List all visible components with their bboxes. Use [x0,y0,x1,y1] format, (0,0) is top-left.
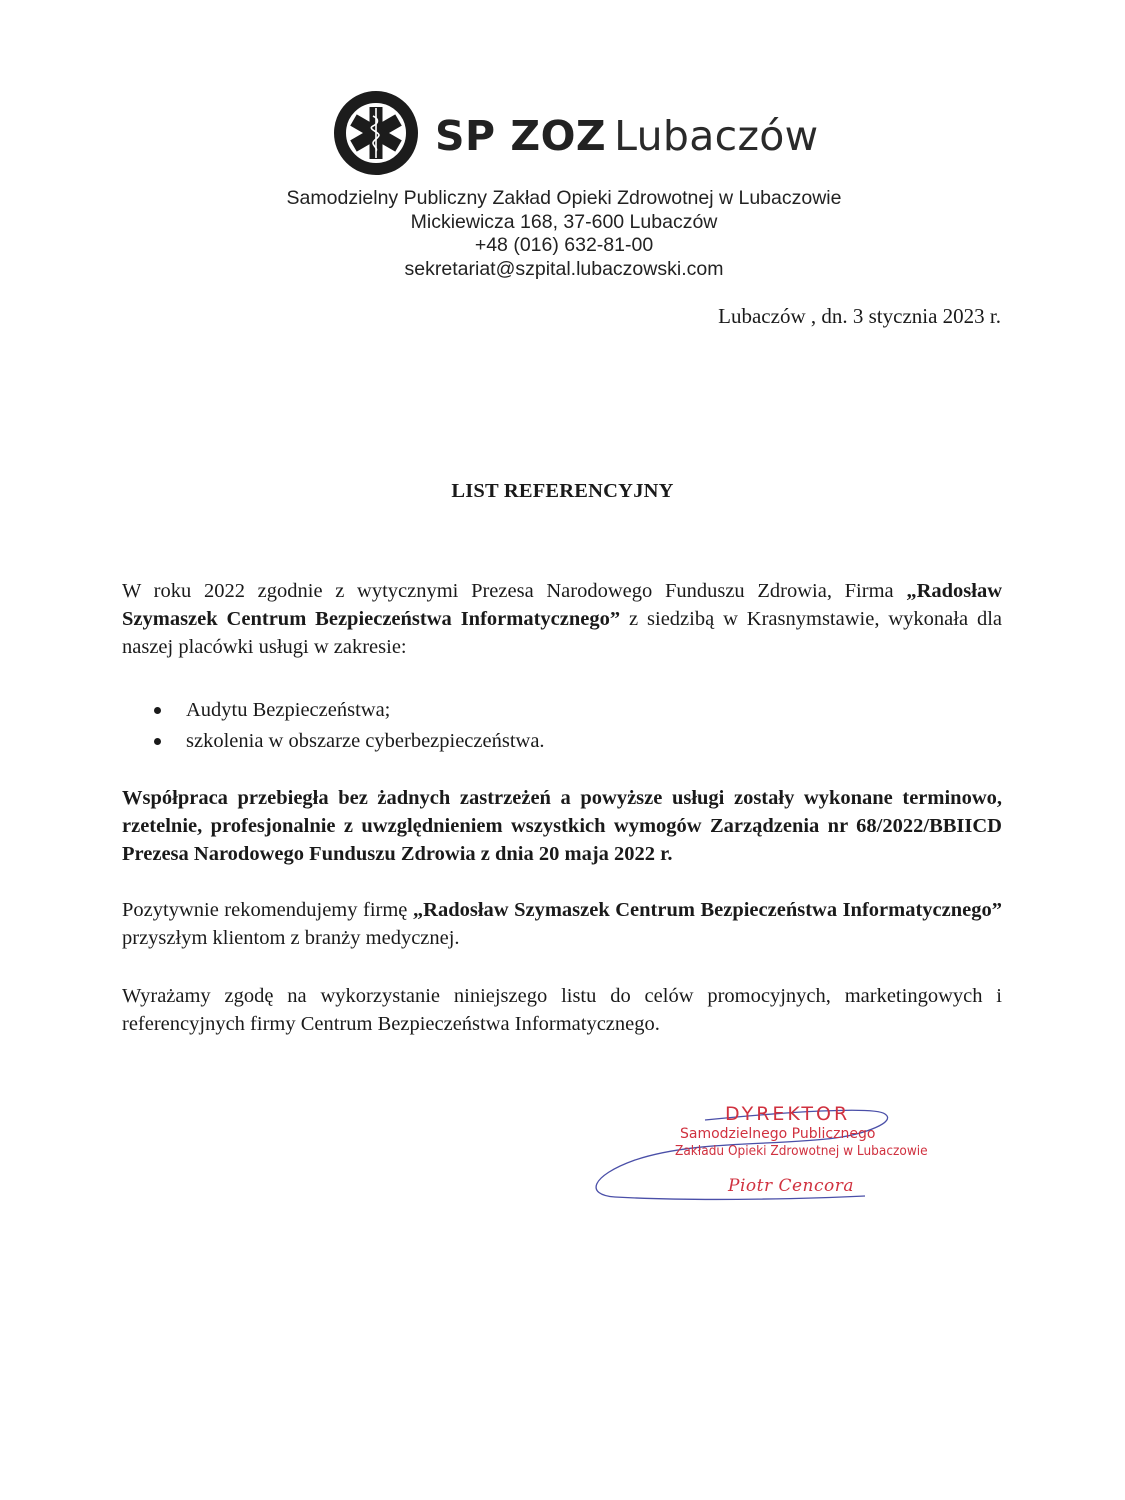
director-stamp [585,1100,928,1210]
stamp-title: DYREKTOR [725,1103,851,1125]
company-name-bold: „Radosław Szymaszek Centrum Bezpieczeństwa Informatycznego” [122,580,1002,630]
institution-name: Samodzielny Publiczny Zakład Opieki Zdrowotnej w Lubaczowie [286,187,842,209]
stamp-line-1: Samodzielnego Publicznego [680,1126,876,1142]
letter-title: LIST REFERENCYJNY [451,480,674,502]
brand-name [435,110,819,160]
brand-name-bold: SP ZOZ [435,111,607,160]
paragraph-consent: Wyrażamy zgodę na wykorzystanie niniejszego listu do celów promocyjnych, marketingowych i referencyjnych firmy Centrum Bezpieczeństwa Informatycznego. [122,985,1002,1035]
bullet-icon [154,707,161,714]
paragraph-intro [122,577,1002,661]
letterhead-logo [333,90,819,176]
phone-number: +48 (016) 632-81-00 [474,234,654,256]
street-address: Mickiewicza 168, 37-600 Lubaczów [410,210,718,233]
list-item-label: Audytu Bezpieczeństwa; [186,699,391,721]
stamp-line-2: Zakładu Opieki Zdrowotnej w Lubaczowie [675,1143,928,1159]
date-line: Lubaczów , dn. 3 stycznia 2023 r. [718,304,1001,328]
star-of-life-icon [333,90,419,176]
list-item [150,695,545,726]
paragraph-intro-text: W roku 2022 zgodnie z wytycznymi Prezesa Narodowego Funduszu Zdrowia, Firma [122,580,907,602]
paragraph-recommendation-text-end: przyszłym klientom z branży medycznej. [122,927,460,949]
paragraph-intro-text-end: z siedzibą w Krasnymstawie, wykonała dla naszej placówki usługi w zakresie: [122,608,1002,658]
paragraph-recommendation-text: Pozytywnie rekomendujemy firmę [122,899,413,921]
bullet-icon [154,738,161,745]
list-item [150,726,545,757]
services-list [150,695,545,757]
company-name-bold: „Radosław Szymaszek Centrum Bezpieczeństwa Informatycznego” [412,899,1002,921]
brand-name-town: Lubaczów [614,111,819,160]
signatory-name: Piotr Cencora [728,1176,855,1196]
list-item-label: szkolenia w obszarze cyberbezpieczeństwa. [186,730,545,752]
paragraph-recommendation [122,896,1002,952]
email-address: sekretariat@szpital.lubaczowski.com [404,257,724,280]
letterhead-address-block [0,187,1125,281]
paragraph-cooperation: Współpraca przebiegła bez żadnych zastrzeżeń a powyższe usługi zostały wykonane terminowo, rzetelnie, profesjonalnie z uwzględnieniem wszystkich wymogów Zarządzenia nr 68/2022/BBIICD Prezesa Narodowego Funduszu Zdrowia z dnia 20 maja 2022 r. [122,787,1002,865]
